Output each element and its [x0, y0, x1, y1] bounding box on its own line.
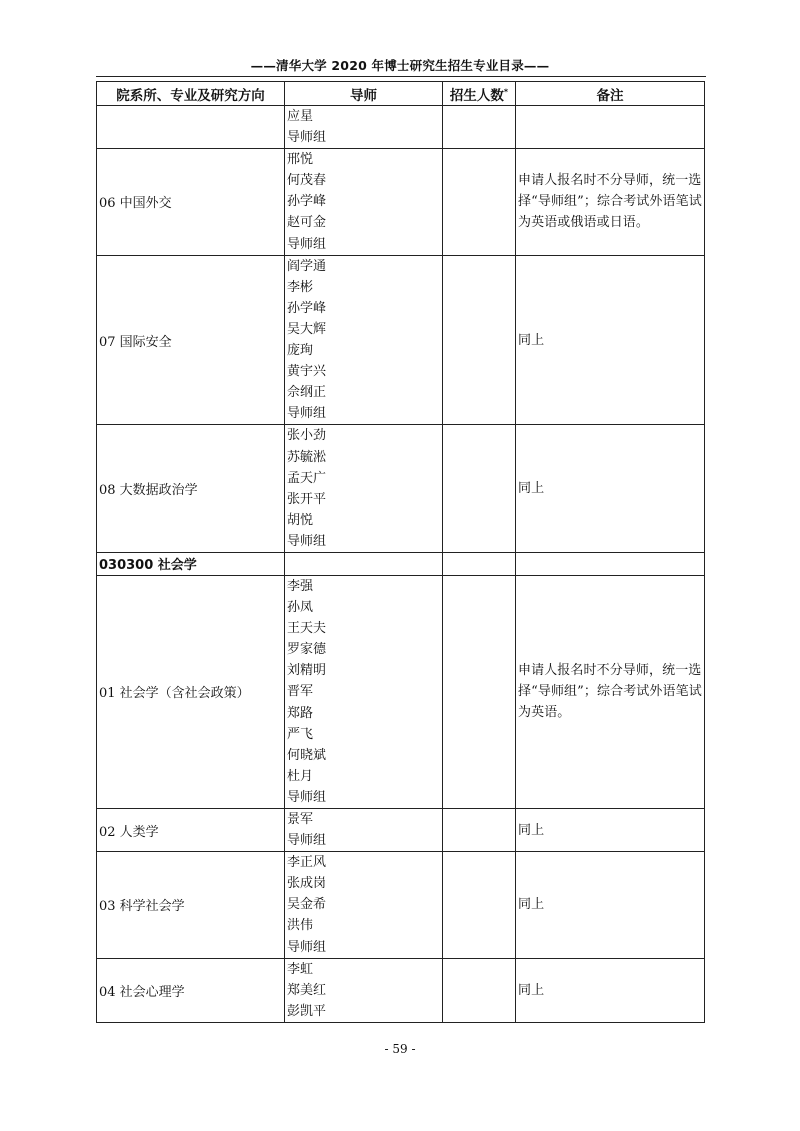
section-empty-cell	[516, 552, 705, 575]
note-cell: 同上	[516, 958, 705, 1022]
advisor-name: 导师组	[287, 789, 327, 805]
quota-cell	[443, 149, 516, 255]
advisor-name: 孙凤	[287, 600, 314, 616]
advisor-name: 郑美红	[287, 982, 327, 998]
direction-cell	[97, 106, 285, 149]
section-empty-cell	[285, 552, 443, 575]
advisor-cell	[285, 575, 443, 808]
col-header-advisor: 导师	[285, 82, 443, 106]
note-cell: 同上	[516, 425, 705, 553]
advisor-cell	[285, 255, 443, 425]
advisor-name: 导师组	[287, 939, 327, 955]
advisor-name: 郑路	[287, 705, 314, 721]
advisor-name: 苏毓淞	[287, 449, 327, 465]
advisor-name: 导师组	[287, 406, 327, 422]
advisor-name: 导师组	[287, 533, 327, 549]
advisor-name: 李彬	[287, 279, 314, 295]
quota-cell	[443, 852, 516, 958]
advisor-name: 黄宇兴	[287, 364, 327, 380]
advisor-name: 导师组	[287, 833, 327, 849]
col-header-quota-text: 招生人数	[449, 87, 504, 104]
advisor-name: 阎学通	[287, 258, 327, 274]
advisor-name: 导师组	[287, 130, 327, 146]
advisor-cell	[285, 425, 443, 553]
quota-cell	[443, 106, 516, 149]
advisor-name: 李虹	[287, 961, 314, 977]
direction-cell: 04 社会心理学	[97, 958, 285, 1022]
advisor-name: 景军	[287, 812, 314, 827]
table-row	[97, 106, 705, 149]
advisor-name: 导师组	[287, 236, 327, 252]
direction-cell: 06 中国外交	[97, 149, 285, 255]
quota-cell	[443, 575, 516, 808]
advisor-name: 何晓斌	[287, 747, 327, 763]
advisor-name: 洪伟	[287, 918, 314, 934]
direction-cell: 02 人类学	[97, 809, 285, 852]
advisor-name: 李正风	[287, 855, 327, 871]
advisor-name: 严飞	[287, 726, 314, 742]
direction-cell: 03 科学社会学	[97, 852, 285, 958]
advisor-cell	[285, 958, 443, 1022]
advisor-name: 王天夫	[287, 621, 327, 637]
section-empty-cell	[443, 552, 516, 575]
advisor-cell	[285, 852, 443, 958]
page-header: ——清华大学 2020 年博士研究生招生专业目录——	[250, 58, 550, 73]
advisor-name: 张小劲	[287, 428, 327, 444]
col-header-dept: 院系所、专业及研究方向	[97, 82, 285, 106]
note-cell: 申请人报名时不分导师，统一选择“导师组”；综合考试外语笔试为英语或俄语或日语。	[516, 149, 705, 255]
section-title: 030300 社会学	[97, 552, 285, 575]
direction-cell: 01 社会学（含社会政策）	[97, 575, 285, 808]
advisor-name: 应星	[287, 109, 314, 124]
advisor-cell	[285, 149, 443, 255]
advisor-name: 庞珣	[287, 343, 314, 359]
advisor-name: 孙学峰	[287, 194, 327, 210]
direction-cell: 07 国际安全	[97, 255, 285, 425]
advisor-name: 孙学峰	[287, 300, 327, 316]
table-row	[97, 425, 705, 553]
table-row	[97, 809, 705, 852]
advisor-name: 胡悦	[287, 512, 314, 528]
table-row	[97, 149, 705, 255]
note-cell: 申请人报名时不分导师，统一选择“导师组”；综合考试外语笔试为英语。	[516, 575, 705, 808]
quota-footnote-mark: *	[503, 87, 509, 96]
table-row	[97, 958, 705, 1022]
quota-cell	[443, 425, 516, 553]
note-cell: 同上	[516, 255, 705, 425]
advisor-name: 何茂春	[287, 173, 327, 189]
advisor-name: 刘精明	[287, 663, 327, 679]
advisor-name: 张成岗	[287, 876, 327, 892]
quota-cell	[443, 958, 516, 1022]
advisor-name: 李强	[287, 578, 314, 594]
advisor-name: 孟天广	[287, 470, 327, 486]
advisor-name: 张开平	[287, 491, 327, 507]
note-cell	[516, 106, 705, 149]
quota-cell	[443, 809, 516, 852]
table-header-row	[97, 82, 705, 106]
col-header-quota	[443, 82, 516, 106]
note-cell: 同上	[516, 852, 705, 958]
note-cell: 同上	[516, 809, 705, 852]
advisor-name: 赵可金	[287, 215, 327, 231]
catalog-table	[96, 81, 705, 1023]
advisor-name: 吴金希	[287, 897, 327, 913]
advisor-name: 罗家德	[287, 642, 327, 658]
advisor-cell	[285, 106, 443, 149]
advisor-name: 杜月	[287, 768, 314, 784]
table-row	[97, 575, 705, 808]
header-rule	[96, 76, 706, 77]
table-row	[97, 852, 705, 958]
advisor-name: 佘纲正	[287, 385, 327, 401]
advisor-cell	[285, 809, 443, 852]
advisor-name: 吴大辉	[287, 321, 327, 337]
advisor-name: 邢悦	[287, 152, 314, 168]
advisor-name: 晋军	[287, 684, 314, 700]
section-row	[97, 552, 705, 575]
advisor-name: 彭凯平	[287, 1003, 327, 1019]
table-row	[97, 255, 705, 425]
direction-cell: 08 大数据政治学	[97, 425, 285, 553]
quota-cell	[443, 255, 516, 425]
page-number: - 59 -	[384, 1042, 416, 1056]
col-header-notes: 备注	[516, 82, 705, 106]
